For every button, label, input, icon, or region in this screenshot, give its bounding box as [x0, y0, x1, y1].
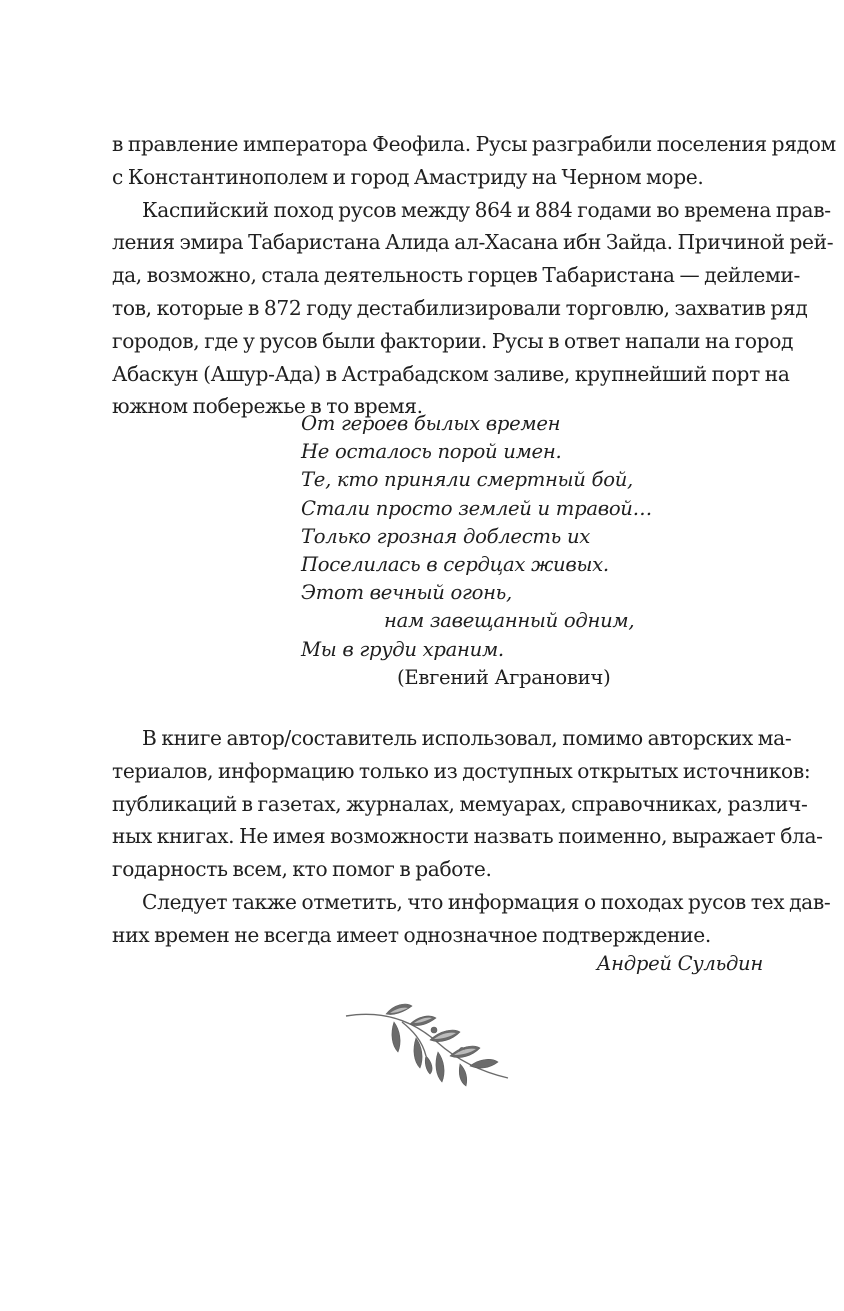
- poem-verse: Этот вечный огонь,: [301, 581, 512, 605]
- poem-verse: Поселилась в сердцах живых.: [301, 552, 609, 576]
- laurel-branch-icon: [342, 1000, 512, 1088]
- author-signature: Андрей Сульдин: [596, 952, 763, 975]
- text-line: Следует также отметить, что информация о походах русов тех дав-: [142, 889, 831, 914]
- text-line: южном побережье в то время.: [112, 394, 423, 419]
- text-line: В книге автор/составитель использовал, помимо авторских ма-: [142, 726, 792, 750]
- poem-verse: Мы в груди храним.: [301, 637, 504, 661]
- text-line: териалов, информацию только из доступных открытых источников:: [112, 758, 811, 783]
- poem-verse: От героев былых времен: [301, 412, 561, 435]
- text-line: Каспийский поход русов между 864 и 884 годами во времена прав-: [142, 197, 831, 222]
- text-line: в правление императора Феофила. Русы разграбили поселения рядом: [112, 132, 836, 156]
- paragraph-3: [112, 722, 823, 886]
- poem-verse: Только грозная доблесть их: [301, 524, 591, 548]
- text-line: ления эмира Табаристана Алида ал-Хасана ибн Зайда. Причиной рей-: [112, 230, 834, 255]
- text-line: публикаций в газетах, журналах, мемуарах, справочниках, различ-: [112, 791, 808, 816]
- body-text-bottom: [112, 722, 831, 952]
- text-line: ных книгах. Не имея возможности назвать поименно, выражает бла-: [112, 824, 823, 849]
- paragraph-4: [112, 886, 831, 952]
- poem-verse: Те, кто приняли смертный бой,: [301, 468, 633, 492]
- body-text-top: [112, 128, 836, 423]
- text-line: них времен не всегда имеет однозначное подтверждение.: [112, 922, 711, 947]
- text-line: с Константинополем и город Амастриду на Черном море.: [112, 164, 704, 189]
- text-line: городов, где у русов были фактории. Русы в ответ напали на город: [112, 328, 794, 353]
- text-line: да, возможно, стала деятельность горцев Табаристана — дейлеми-: [112, 263, 800, 288]
- poem-verse: Не осталось порой имен.: [301, 440, 562, 464]
- paragraph-2: [112, 194, 834, 424]
- poem-verse: Стали просто землей и травой…: [301, 496, 652, 520]
- poem-epigraph: [301, 410, 652, 692]
- text-line: тов, которые в 872 году дестабилизировали торговлю, захватив ряд: [112, 295, 808, 320]
- text-line: Абаскун (Ашур-Ада) в Астрабадском заливе, крупнейший порт на: [112, 361, 790, 386]
- poem-attribution: (Евгений Агранович): [397, 665, 611, 689]
- text-line: годарность всем, кто помог в работе.: [112, 857, 492, 882]
- poem-verse: нам завещанный одним,: [384, 609, 635, 633]
- paragraph-1: [112, 128, 836, 194]
